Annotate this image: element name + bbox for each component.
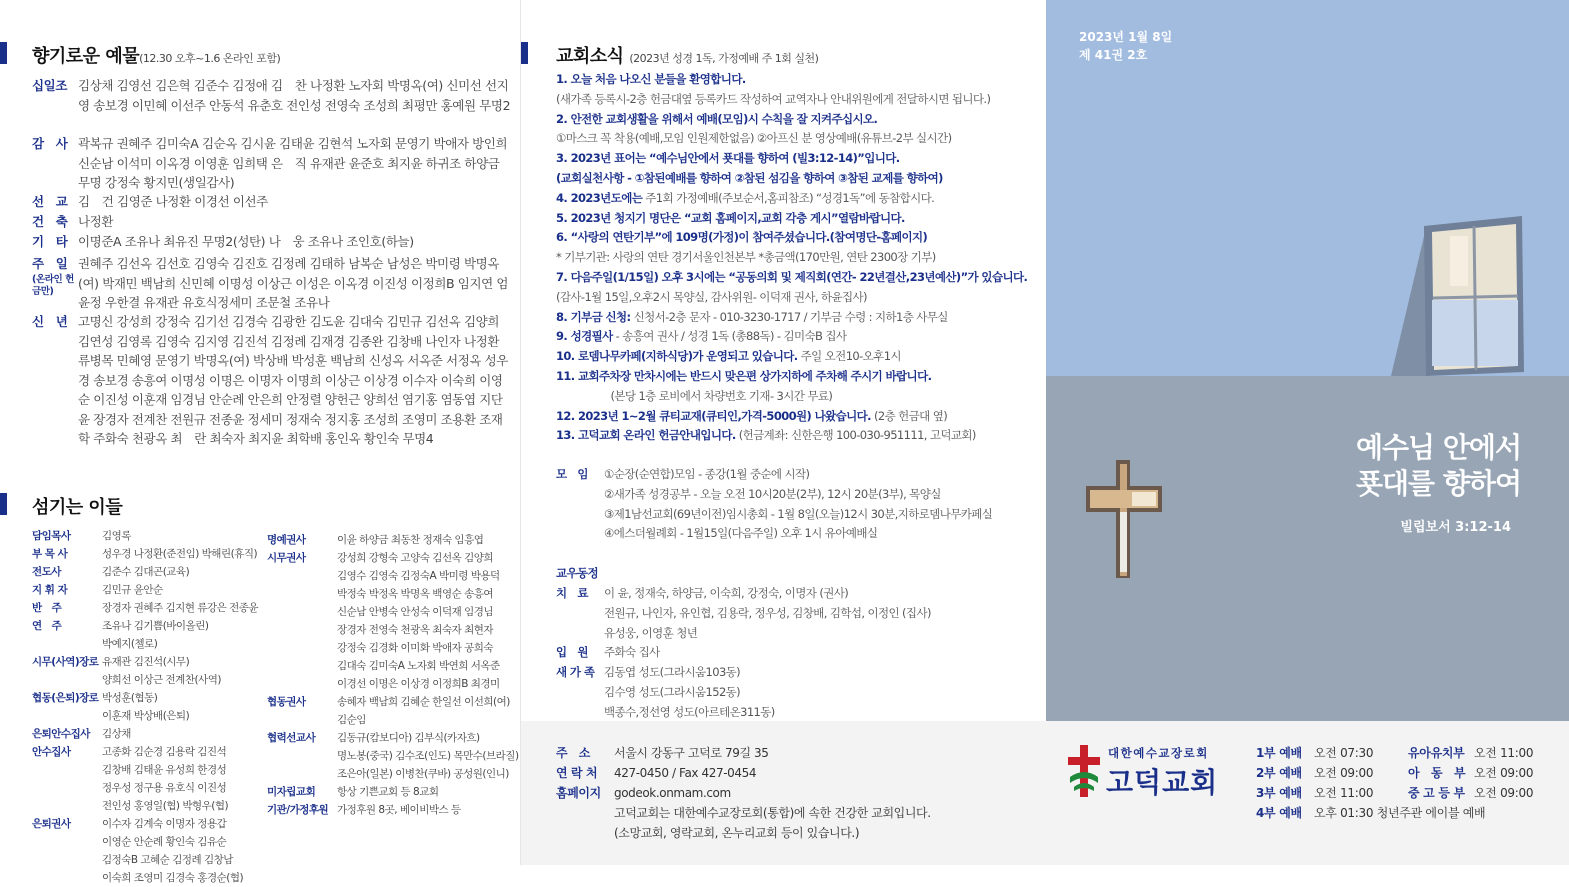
logo-denomination: 대한예수교장로회 <box>1108 746 1209 760</box>
staff-names: 장경자 전영숙 천광옥 최숙자 최현자 <box>337 624 493 636</box>
staff-names: 장경자 권혜주 김지현 류강은 전종윤 <box>102 602 258 614</box>
news-item-text: - 송흥여 권사 / 성경 1독 (총88독) - 김미숙B 집사 <box>612 329 847 344</box>
staff-names: 이영순 안순례 황인숙 김유순 <box>102 836 227 848</box>
dept-time: 오전 09:00 <box>1474 766 1534 780</box>
staff-names: 성우경 나정환(준전임) 박해린(휴직) <box>102 548 258 560</box>
news-item <box>556 129 1036 149</box>
service-name: 3부 예배 <box>1256 786 1302 800</box>
offering-label <box>32 254 78 313</box>
members-block <box>556 584 1036 723</box>
news-item-text: ①마스크 꼭 착용(예배,모임 인원제한없음) ②아프신 분 영상예배(유튜브-2부 실시간) <box>556 131 952 146</box>
staff-names: 김동규(캄보디아) 김부식(카자흐) <box>337 732 480 744</box>
staff-role <box>32 869 102 887</box>
staff-row <box>32 815 264 833</box>
staff-names: 조유나 김기쁨(바이올린) <box>102 620 209 632</box>
staff-role <box>32 761 102 779</box>
staff-role <box>267 639 337 657</box>
staff-row <box>267 783 517 801</box>
staff-role <box>32 707 102 725</box>
member-line: 전원규, 나인자, 유인협, 김용락, 정우성, 김창배, 김학섭, 이정인 (집사) <box>604 605 931 620</box>
staff-role <box>267 711 337 729</box>
staff-row <box>32 635 264 653</box>
dept-name: 아 동 부 <box>1408 766 1466 780</box>
staff-row <box>267 747 517 765</box>
news-item-bold: 7. 다음주일(1/15일) 오후 3시에는 “공동의회 및 제직회(연간- 22년결산,23년예산)”가 있습니다. <box>556 269 1028 284</box>
dept-name: 유아유치부 <box>1408 746 1465 760</box>
staff-row <box>267 621 517 639</box>
meeting-item: ③제1남선교회(69년이전)임시총회 - 1월 8일(오늘)12시 30분,지하로뎀나무카페실 <box>604 506 993 521</box>
offering-label-text: 주 일 <box>32 256 68 271</box>
staff-names: 김영록 <box>102 530 131 542</box>
staff-role: 명예권사 <box>267 534 306 546</box>
staff-names: 송혜자 백남희 김혜순 한일선 이선희(여) <box>337 696 510 708</box>
staff-role: 미자립교회 <box>267 786 316 798</box>
news-item-bold: (교회실천사항 - ①참된예배를 향하여 ②참된 섬김을 향하여 ③참된 교제를 향하여) <box>556 170 943 185</box>
dept-name: 중 고 등 부 <box>1408 786 1465 800</box>
staff-names: 김대숙 김미숙A 노자회 박연희 서옥준 <box>337 660 500 672</box>
staff-role <box>32 833 102 851</box>
news-item-bold: 10. 로뎀나무카페(지하식당)가 운영되고 있습니다. <box>556 349 798 364</box>
offering-names: 나정환 <box>78 214 114 229</box>
staff-role: 은퇴권사 <box>32 818 71 830</box>
staff-names: 명노봉(중국) 김수조(인도) 목만수(브라질) <box>337 750 519 762</box>
news-item <box>556 209 1036 229</box>
contact: 427-0450 / Fax 427-0454 <box>614 766 757 780</box>
staff-role: 협동(은퇴)장로 <box>32 692 99 704</box>
news-item-text: (감사-1월 15일,오후2시 목양실, 감사위원- 이덕재 권사, 하윤집사) <box>556 289 867 304</box>
staff-names: 김상채 <box>102 728 131 740</box>
staff-role: 전도사 <box>32 566 61 578</box>
staff-names: 박예지(첼로) <box>102 638 158 650</box>
news-item <box>556 228 1036 248</box>
staff-names: 김순임 <box>337 714 366 726</box>
members-title: 교우동정 <box>556 566 599 580</box>
offering-names: 고명신 강성희 강정숙 김기선 김경숙 김광한 김도윤 김대숙 김민규 김선옥 김양희 김연성 김영록 김영숙 김지영 김진석 김정례 김재경 김종완 김창배 나인자 나정환 류병목 민혜영 문영기 박명옥(여) 박상배 박성훈 백남희 신성옥 서옥준 서정옥 성우경 송보경 송흥여 이명성 이명은 이명자 이명희 이상근 이상경 이수자 이숙희 이영순 이진성 이훈재 임경님 안순례 안은희 안정렬 양헌근 양희선 염기홍 염동엽 지단윤 장경자 전계찬 전원규 전종윤 정세미 정재숙 정지홍 조성희 조영미 조용환 조재학 주화숙 천광옥 최 란 최숙자 최지윤 최학배 홍인옥 황인숙 무명4 <box>78 314 508 446</box>
news-item-bold: 12. 2023년 1~2월 큐티교재(큐티인,가격-5000원) 나왔습니다. <box>556 408 871 423</box>
offerings-subtitle: (12.30 오후~1.6 온라인 포함) <box>139 52 281 65</box>
offering-names: 이명준A 조유나 최유진 무명2(성탄) 나 웅 조유나 조인호(하늘) <box>78 234 414 249</box>
staff-role: 반 주 <box>32 602 62 614</box>
staff-names: 항상 기쁜교회 등 8교회 <box>337 786 439 798</box>
church-logo <box>1066 741 1236 801</box>
theme-line-1: 예수님 안에서 <box>1355 431 1521 464</box>
cover-illustration <box>1046 0 1569 721</box>
staff-role: 담임목사 <box>32 530 71 542</box>
staff-row <box>267 639 517 657</box>
staff-names: 전인성 홍영일(협) 박형우(협) <box>102 800 229 812</box>
left-panel <box>0 0 521 884</box>
staff-row <box>267 549 517 567</box>
staff-names: 신순남 안병숙 안성숙 이덕재 임경님 <box>337 606 493 618</box>
news-item-bold: 1. 오늘 처음 나오신 분들을 환영합니다. <box>556 72 746 86</box>
staff-names: 양희선 이상근 전계찬(사역) <box>102 674 221 686</box>
offering-label-note: (온라인 헌금만) <box>32 273 74 297</box>
worship-schedule <box>1256 743 1533 823</box>
news-item-text: (헌금계좌: 신한은행 100-030-951111, 고덕교회) <box>735 428 976 443</box>
staff-names: 조은아(일본) 이병찬(쿠바) 공성원(인니) <box>337 768 509 780</box>
news-heading: 교회소식 <box>556 46 624 67</box>
staff-role <box>267 585 337 603</box>
staff-role: 지 휘 자 <box>32 584 68 596</box>
staff-row <box>267 585 517 603</box>
service-name: 1부 예배 <box>1256 746 1302 760</box>
staff-names: 이윤 하양금 최동찬 정재숙 임흥엽 <box>337 534 484 546</box>
staff-row <box>32 689 264 707</box>
news-item-bold: 13. 고덕교회 온라인 헌금안내입니다. <box>556 428 736 443</box>
staff-role <box>32 635 102 653</box>
news-item <box>556 367 1036 387</box>
spacer <box>1398 783 1408 803</box>
staff-role: 부 목 사 <box>32 548 68 560</box>
staff-row <box>267 765 517 783</box>
staff-names: 이숙희 조영미 김경숙 홍경순(협) <box>102 872 244 884</box>
homepage-label: 홈페이지 <box>556 786 601 800</box>
staff-row <box>32 869 264 887</box>
section-marker <box>0 493 7 515</box>
section-marker <box>0 42 7 64</box>
staff-row <box>32 797 264 815</box>
staff-role: 협력선교사 <box>267 732 316 744</box>
offering-label-text: 신 년 <box>32 314 68 329</box>
worship-row <box>1256 783 1533 803</box>
members-heading <box>556 564 1036 584</box>
staff-title: 섬기는 이들 <box>32 497 123 518</box>
meetings-block <box>556 465 1036 544</box>
dept-time: 오전 11:00 <box>1474 746 1534 760</box>
logo-church-name: 고덕교회 <box>1106 766 1219 799</box>
offering-names: 김상채 김영선 김은혁 김준수 김정애 김 찬 나정환 노자회 박명옥(여) 신미선 선지영 송보경 이민혜 이선주 안동석 유춘호 전인성 전영숙 조성희 최평만 홍예원 무명2 <box>78 78 511 113</box>
member-line <box>556 663 1036 683</box>
date-line: 2023년 1월 8일 <box>1079 30 1173 44</box>
issue-date <box>1079 28 1172 64</box>
service-time: 오전 07:30 <box>1314 746 1374 760</box>
news-item <box>556 110 1036 130</box>
staff-row <box>32 527 264 545</box>
staff-row <box>32 833 264 851</box>
offering-row <box>32 76 512 115</box>
church-description-note: (소망교회, 영락교회, 온누리교회 등이 있습니다.) <box>614 826 860 840</box>
theme-motto <box>1336 430 1521 502</box>
address: 서울시 강동구 고덕로 79길 35 <box>614 746 769 760</box>
offering-row <box>32 254 512 313</box>
member-names: 김동엽 성도(그라시움103동) <box>604 665 741 680</box>
offering-row <box>32 312 512 449</box>
meeting-item: ④에스더월례회 - 1월15일(다음주일) 오후 1시 유아예배실 <box>604 526 878 541</box>
staff-row <box>32 779 264 797</box>
news-item-bold: 3. 2023년 표어는 “예수님안에서 푯대를 향하여 (빌3:12-14)”입니다. <box>556 151 900 166</box>
member-line: 김수영 성도(그라시움152동) <box>604 684 741 699</box>
staff-names: 김정숙B 고혜순 김정례 김창남 <box>102 854 233 866</box>
service-time: 오전 09:00 <box>1314 766 1374 780</box>
worship-row <box>1256 743 1533 763</box>
address-label: 주 소 <box>556 746 590 760</box>
staff-names: 강성희 강형숙 고양숙 김선옥 김양희 <box>337 552 493 564</box>
staff-row <box>267 729 517 747</box>
member-category: 치 료 <box>556 586 588 600</box>
staff-row <box>32 725 264 743</box>
staff-row <box>32 599 264 617</box>
offering-label <box>32 76 78 115</box>
offering-label <box>32 192 78 212</box>
offering-names: 권혜주 김선옥 김선호 김영숙 김진호 김정례 김태하 남복순 남성은 박미령 박명옥(여) 박재민 백남희 신민혜 이명성 이상근 이성은 이옥경 이진성 이정희B 임지연 엄윤정 우한결 유재관 유호식정세미 조문철 조유나 <box>78 256 509 310</box>
staff-row <box>32 707 264 725</box>
news-item-text: (새가족 등록시-2층 헌금대옆 등록카드 작성하여 교역자나 안내위원에게 전달하시면 됩니다.) <box>556 91 991 106</box>
dept-time: 오전 09:00 <box>1474 786 1534 800</box>
cross-logo-icon <box>1066 743 1102 799</box>
news-item <box>556 169 1036 189</box>
offering-label-text: 기 타 <box>32 234 68 249</box>
staff-row <box>267 657 517 675</box>
news-item <box>556 387 1036 407</box>
staff-names: 고종화 김순경 김용락 김진석 <box>102 746 227 758</box>
member-names: 주화숙 집사 <box>604 645 660 660</box>
offering-label <box>32 212 78 232</box>
staff-row <box>32 545 264 563</box>
staff-names: 김민규 윤안순 <box>102 584 163 596</box>
staff-row <box>267 603 517 621</box>
staff-role <box>32 671 102 689</box>
news-item-bold: 8. 기부금 신청: <box>556 309 631 324</box>
church-info <box>556 743 931 843</box>
member-names: 이 윤, 정재숙, 하양금, 이숙희, 강정숙, 이명자 (권사) <box>604 586 849 600</box>
staff-names: 이경선 이명은 이상경 이정희B 최경미 <box>337 678 500 690</box>
staff-row <box>267 567 517 585</box>
service-time: 오전 11:00 <box>1314 786 1374 800</box>
staff-role <box>32 797 102 815</box>
staff-row <box>267 531 517 549</box>
contact-label: 연 락 처 <box>556 766 598 780</box>
staff-names: 김창배 김태윤 유성희 한경성 <box>102 764 227 776</box>
news-subtitle: (2023년 성경 1독, 가정예배 주 1회 실천) <box>629 52 819 65</box>
staff-row <box>32 671 264 689</box>
staff-role: 협동권사 <box>267 696 306 708</box>
issue-number: 제 41권 2호 <box>1079 48 1148 62</box>
staff-row <box>32 617 264 635</box>
meeting-item <box>556 465 1036 485</box>
news-item <box>556 90 1036 110</box>
staff-role: 시무권사 <box>267 552 306 564</box>
offering-label-text: 감 사 <box>32 136 68 151</box>
news-item <box>556 189 1036 209</box>
member-line: 유성웅, 이영훈 청년 <box>604 625 698 640</box>
staff-role: 기관/가정후원 <box>267 804 329 816</box>
staff-role <box>267 765 337 783</box>
member-line <box>556 584 1036 604</box>
news-item-text: * 기부기관: 사랑의 연탄 경기서울인천본부 *총금액(170만원, 연탄 2300장 기부) <box>556 250 936 265</box>
offerings-title <box>32 42 280 68</box>
news-item <box>556 308 1036 328</box>
news-item <box>556 149 1036 169</box>
offering-names: 김 건 김영준 나정환 이경선 이선주 <box>78 194 268 209</box>
worship-row <box>1256 763 1533 783</box>
offering-label <box>32 312 78 449</box>
offering-row <box>32 192 512 212</box>
staff-names: 이수자 김계숙 이명자 정용갑 <box>102 818 227 830</box>
news-item-bold: 5. 2023년 청지기 명단은 “교회 홈페이지,교회 각층 게시”열람바랍니다. <box>556 210 905 225</box>
staff-role: 시무(사역)장로 <box>32 656 99 668</box>
staff-role: 연 주 <box>32 620 62 632</box>
service-name: 2부 예배 <box>1256 766 1302 780</box>
news-item-bold: 9. 성경필사 <box>556 329 613 344</box>
news-item-bold: 4. 2023년도에는 <box>556 190 643 205</box>
offerings-heading: 향기로운 예물 <box>32 46 140 67</box>
staff-row <box>32 581 264 599</box>
staff-role <box>267 675 337 693</box>
offering-label <box>32 134 78 193</box>
service-name: 4부 예배 <box>1256 806 1302 820</box>
offering-row <box>32 134 512 193</box>
spacer <box>1398 743 1408 763</box>
news-list <box>556 70 1036 446</box>
offering-label-text: 십일조 <box>32 78 68 93</box>
news-item-text: 주1회 가정예배(주보순서,홈피참조) “성경1독”에 동참합시다. <box>642 190 935 205</box>
staff-role <box>32 779 102 797</box>
staff-names: 정우성 정구용 유호식 이진성 <box>102 782 227 794</box>
staff-row <box>267 693 517 711</box>
member-line: 백종수,정선영 성도(아르테온311동) <box>604 704 775 719</box>
news-item <box>556 70 1036 90</box>
offering-row <box>32 212 512 232</box>
staff-row <box>267 675 517 693</box>
staff-row <box>267 711 517 729</box>
staff-row <box>32 653 264 671</box>
staff-role: 안수집사 <box>32 746 71 758</box>
member-line <box>556 643 1036 663</box>
news-item <box>556 327 1036 347</box>
spacer <box>1398 763 1408 783</box>
staff-role <box>267 621 337 639</box>
staff-role <box>32 851 102 869</box>
offering-label-text: 건 축 <box>32 214 68 229</box>
staff-row <box>267 801 517 819</box>
news-item-text: (본당 1층 로비에서 차량번호 기재- 3시간 무료) <box>556 388 833 403</box>
news-item <box>556 347 1036 367</box>
section-marker <box>521 42 528 64</box>
staff-role <box>267 657 337 675</box>
news-item <box>556 426 1036 446</box>
staff-row <box>32 743 264 761</box>
offering-names: 곽복규 권혜주 김미숙A 김순옥 김시윤 김태윤 김현석 노자회 문영기 박애자 방인희 신순남 이석미 이옥경 이영훈 임희택 은 직 유재관 윤준호 최지윤 하귀조 하양금 무명 강정숙 황지민(생일감사) <box>78 136 508 190</box>
staff-role <box>267 567 337 585</box>
news-item-text: 주일 오전10-오후1시 <box>797 349 901 364</box>
staff-names: 유재관 김진석(시무) <box>102 656 190 668</box>
staff-role: 은퇴안수집사 <box>32 728 90 740</box>
news-item <box>556 288 1036 308</box>
staff-names: 김준수 김대곤(교육) <box>102 566 190 578</box>
news-item <box>556 248 1036 268</box>
staff-names: 이훈재 박상배(은퇴) <box>102 710 190 722</box>
staff-names: 김영수 김영숙 김정숙A 박미령 박용덕 <box>337 570 500 582</box>
staff-list-2 <box>267 531 517 819</box>
news-item-text: 신청서-2층 문자 - 010-3230-1717 / 기부금 수령 : 지하1층 사무실 <box>630 309 948 324</box>
news-item <box>556 268 1036 288</box>
staff-names: 박성훈(협동) <box>102 692 158 704</box>
news-item-bold: 11. 교회주차장 만차시에는 반드시 맞은편 상가지하에 주차해 주시기 바랍니다. <box>556 368 932 383</box>
staff-row <box>32 761 264 779</box>
member-category: 입 원 <box>556 645 588 660</box>
staff-row <box>32 851 264 869</box>
service-time: 오후 01:30 청년주관 에이블 예배 <box>1314 806 1486 820</box>
meetings-label: 모 임 <box>556 467 588 481</box>
meeting-item: ②새가족 성경공부 - 오늘 오전 10시20분(2부), 12시 20분(3부), 목양실 <box>604 486 941 501</box>
member-category: 새 가 족 <box>556 665 595 680</box>
worship-row <box>1256 803 1533 823</box>
footer <box>521 721 1569 865</box>
offering-label <box>32 232 78 252</box>
staff-names: 박정숙 박정옥 박명옥 백영순 송흥여 <box>337 588 493 600</box>
news-item-bold: 6. “사랑의 연탄기부”에 109명(가정)이 참여주셨습니다.(참여명단-홈페이지) <box>556 230 928 245</box>
news-item-text: (2층 헌금대 옆) <box>870 408 948 423</box>
news-item <box>556 407 1036 427</box>
staff-names: 강정숙 김경화 이미화 박애자 공희숙 <box>337 642 493 654</box>
meeting-text: ①순장(순연합)모임 - 종강(1월 중순에 시작) <box>604 467 810 481</box>
offering-row <box>32 232 512 252</box>
theme-verse: 빌립보서 3:12-14 <box>1400 520 1511 535</box>
offering-label-text: 선 교 <box>32 194 68 209</box>
theme-line-2: 푯대를 향하여 <box>1355 467 1521 500</box>
homepage-link[interactable]: godeok.onmam.com <box>614 786 731 800</box>
staff-row <box>32 563 264 581</box>
church-description: 고덕교회는 대한예수교장로회(통합)에 속한 건강한 교회입니다. <box>614 806 931 820</box>
staff-names: 가정후원 8곳, 베이비박스 등 <box>337 804 461 816</box>
staff-role <box>267 747 337 765</box>
staff-role <box>267 603 337 621</box>
news-item-bold: 2. 안전한 교회생활을 위해서 예배(모임)시 수칙을 잘 지켜주십시오. <box>556 111 878 126</box>
staff-list-1 <box>32 527 264 887</box>
news-title <box>556 42 818 68</box>
